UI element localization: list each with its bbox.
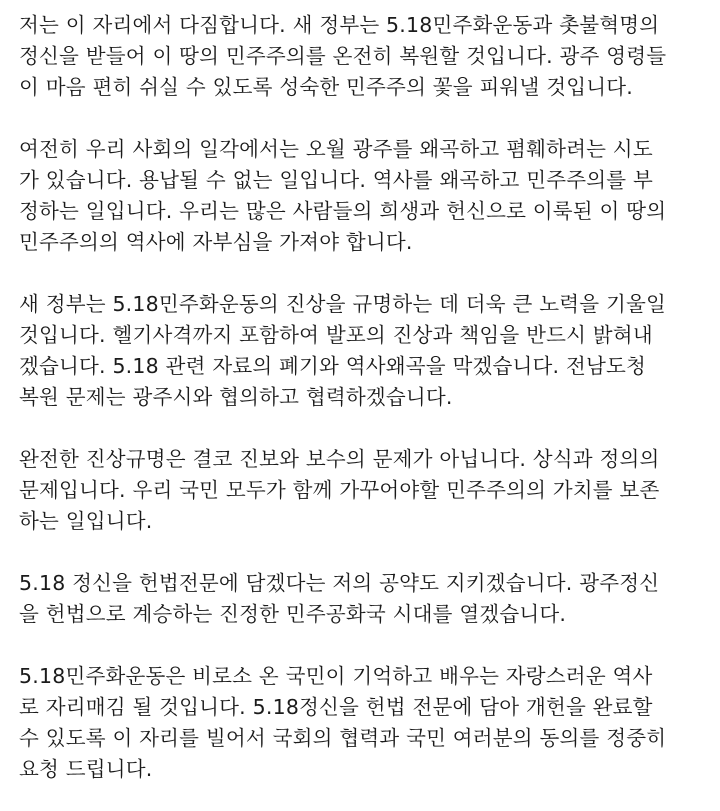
- paragraph-6: [19, 661, 709, 785]
- text-line: 을 헌법으로 계승하는 진정한 민주공화국 시대를 열겠습니다.: [19, 602, 567, 626]
- text-line: 문제입니다. 우리 국민 모두가 함께 가꾸어야할 민주주의의 가치를 보존: [19, 478, 660, 502]
- text-line: 가 있습니다. 용납될 수 없는 일입니다. 역사를 왜곡하고 민주주의를 부: [19, 168, 653, 192]
- text-line: 겠습니다. 5.18 관련 자료의 폐기와 역사왜곡을 막겠습니다. 전남도청: [19, 354, 646, 378]
- paragraph-5: [19, 568, 709, 630]
- paragraph-4: [19, 444, 709, 537]
- text-line: 복원 문제는 광주시와 협의하고 협력하겠습니다.: [19, 385, 453, 409]
- text-line: 것입니다. 헬기사격까지 포함하여 발포의 진상과 책임을 반드시 밝혀내: [19, 323, 653, 347]
- paragraph-3: [19, 289, 709, 413]
- paragraph-2: [19, 134, 709, 258]
- text-line: 완전한 진상규명은 결코 진보와 보수의 문제가 아닙니다. 상식과 정의의: [19, 447, 660, 471]
- paragraph-1: [19, 10, 709, 103]
- document-body: [19, 10, 709, 785]
- text-line: 여전히 우리 사회의 일각에서는 오월 광주를 왜곡하고 폄훼하려는 시도: [19, 137, 653, 161]
- text-line: 5.18민주화운동은 비로소 온 국민이 기억하고 배우는 자랑스러운 역사: [19, 664, 653, 688]
- text-line: 5.18 정신을 헌법전문에 담겠다는 저의 공약도 지키겠습니다. 광주정신: [19, 571, 660, 595]
- text-line: 하는 일입니다.: [19, 509, 153, 533]
- text-line: 로 자리매김 될 것입니다. 5.18정신을 헌법 전문에 담아 개헌을 완료할: [19, 695, 653, 719]
- text-line: 민주주의의 역사에 자부심을 가져야 합니다.: [19, 230, 413, 254]
- text-line: 저는 이 자리에서 다짐합니다. 새 정부는 5.18민주화운동과 촛불혁명의: [19, 13, 660, 37]
- text-line: 정신을 받들어 이 땅의 민주주의를 온전히 복원할 것입니다. 광주 영령들: [19, 44, 667, 68]
- text-line: 수 있도록 이 자리를 빌어서 국회의 협력과 국민 여러분의 동의를 정중히: [19, 726, 667, 750]
- text-line: 요청 드립니다.: [19, 757, 153, 781]
- text-line: 정하는 일입니다. 우리는 많은 사람들의 희생과 헌신으로 이룩된 이 땅의: [19, 199, 667, 223]
- text-line: 새 정부는 5.18민주화운동의 진상을 규명하는 데 더욱 큰 노력을 기울일: [19, 292, 666, 316]
- text-line: 이 마음 편히 쉬실 수 있도록 성숙한 민주주의 꽃을 피워낼 것입니다.: [19, 75, 633, 99]
